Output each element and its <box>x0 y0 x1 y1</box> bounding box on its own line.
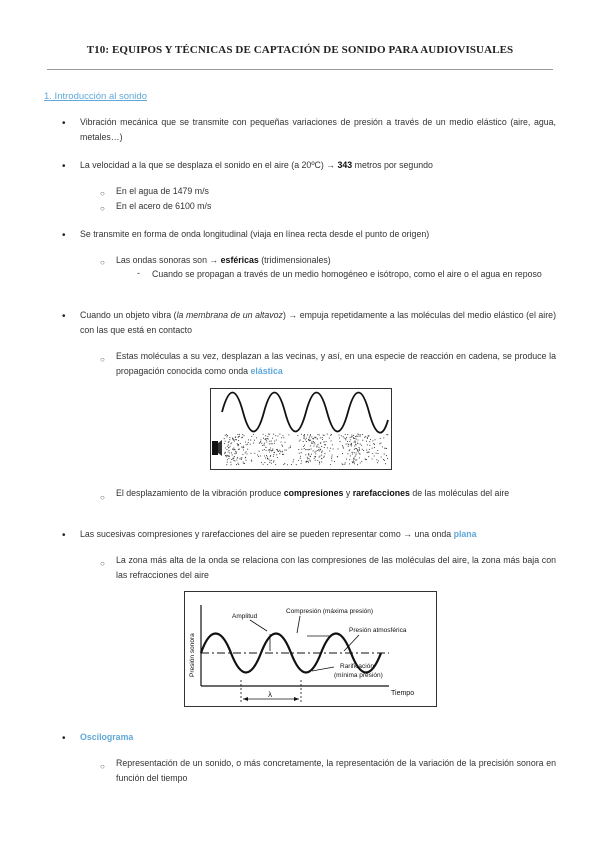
label-lambda: λ <box>268 691 273 699</box>
label-presion-atmosferica: Presión atmosférica <box>349 627 407 634</box>
text-vibracion: Vibración mecánica que se transmite con pequeñas variaciones de presión a través de un medio elástico (aire, agua, metales…) <box>80 117 556 142</box>
text-representacion: Representación de un sonido, o más concretamente, la representación de la variación de la precisión sonora en función del tiempo <box>116 758 556 783</box>
bullet-icon: • <box>62 530 66 541</box>
bullet-icon: • <box>62 230 66 241</box>
text-velocidad: La velocidad a la que se desplaza el sonido en el aire (a 20ºC) → 343 metros por segundo <box>80 160 433 170</box>
bullet-icon: • <box>62 311 66 322</box>
page-title: T10: EQUIPOS Y TÉCNICAS DE CAPTACIÓN DE SONIDO PARA AUDIOVISUALES <box>86 44 514 56</box>
text-acero: En el acero de 6100 m/s <box>116 201 212 211</box>
label-amplitud: Amplitud <box>232 613 258 620</box>
pressure-wave-diagram <box>184 591 437 707</box>
wave-compression-figure <box>210 388 392 470</box>
sub-bullet-icon: ○ <box>100 493 105 502</box>
sub-bullet-icon: ○ <box>100 189 105 198</box>
title-divider <box>47 69 553 70</box>
label-compresion: Compresión (máxima presión) <box>286 608 374 615</box>
sub-bullet-icon: ○ <box>100 762 105 771</box>
text-objeto-vibra: Cuando un objeto vibra (la membrana de un altavoz) → empuja repetidamente a las moléculas del medio elástico (el aire) con las que está en contacto <box>80 310 556 335</box>
sub-bullet-icon: ○ <box>100 355 105 364</box>
sub-bullet-icon: ○ <box>100 559 105 568</box>
section-heading-link[interactable]: 1. Introducción al sonido <box>44 91 147 102</box>
dash-icon: - <box>137 268 140 278</box>
bullet-icon: • <box>62 161 66 172</box>
x-axis-label: Tiempo <box>391 690 415 697</box>
text-sucesivas: Las sucesivas compresiones y rarefacciones del aire se pueden representar como → una onda plana <box>80 529 477 539</box>
y-axis-label: Presión sonora <box>189 633 196 677</box>
text-oscilograma: Oscilograma <box>80 732 134 742</box>
sub-bullet-icon: ○ <box>100 258 105 267</box>
text-agua: En el agua de 1479 m/s <box>116 186 209 196</box>
bullet-icon: • <box>62 733 66 744</box>
text-zona: La zona más alta de la onda se relaciona con las compresiones de las moléculas del aire, la zona más baja con las refracciones del aire <box>116 555 556 580</box>
text-moleculas: Estas moléculas a su vez, desplazan a las vecinas, y así, en una especie de reacción en cadena, se produce la propagación conocida como onda elástica <box>116 351 556 376</box>
text-homogeneo: Cuando se propagan a través de un medio homogéneo e isótropo, como el aire o el agua en reposo <box>152 269 542 279</box>
label-minima-presion: (mínima presión) <box>334 672 383 679</box>
bullet-icon: • <box>62 118 66 129</box>
label-rarificacion: Rarificación <box>340 663 374 670</box>
text-esfericas: Las ondas sonoras son → esféricas (tridimensionales) <box>116 255 331 265</box>
speaker-icon <box>212 441 218 455</box>
text-desplazamiento: El desplazamiento de la vibración produce compresiones y rarefacciones de las moléculas del aire <box>116 488 510 498</box>
text-onda-longitudinal: Se transmite en forma de onda longitudinal (viaja en línea recta desde el punto de origen) <box>80 229 430 239</box>
sub-bullet-icon: ○ <box>100 204 105 213</box>
